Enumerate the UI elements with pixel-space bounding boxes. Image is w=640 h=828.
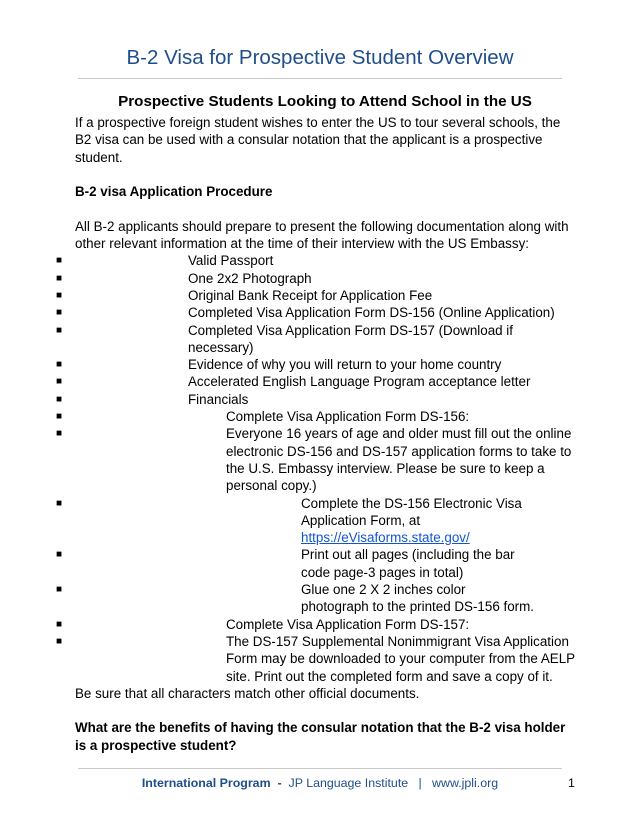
procedure-paragraph: All B-2 applicants should prepare to present the following documentation along with other relevant information at the time of their interview with the US Embassy:	[75, 218, 569, 252]
page-number: 1	[568, 776, 575, 790]
list-item: ■ Completed Visa Application Form DS-156 (Online Application)	[75, 304, 575, 321]
list-item: ■ Accelerated English Language Program acceptance letter	[75, 373, 575, 390]
list-item: ■ Financials	[75, 391, 575, 408]
footer-program: International Program	[141, 776, 271, 790]
footer-divider	[78, 768, 562, 769]
list-item: ■ Complete Visa Application Form DS-157:	[75, 616, 575, 633]
footer-website-link[interactable]: www.jpli.org	[432, 776, 499, 790]
footer-separator: |	[418, 776, 422, 790]
list-item: ■ The DS-157 Supplemental Nonimmigrant Visa Application Form may be downloaded to your computer from the AELP site. Print out the completed form and save a copy of it.	[75, 633, 575, 685]
documentation-list	[75, 252, 575, 684]
list-item: ■ Valid Passport	[75, 252, 575, 269]
list-item: ■ Everyone 16 years of age and older must fill out the online electronic DS-156 and DS-157 application forms to take to the U.S. Embassy interview. Please be sure to keep a personal copy.)	[75, 425, 575, 494]
list-item: ■ Glue one 2 X 2 inches color photograph to the printed DS-156 form.	[75, 581, 575, 616]
list-item: ■ Print out all pages (including the bar code page-3 pages in total)	[75, 546, 575, 581]
match-note: Be sure that all characters match other official documents.	[75, 685, 420, 701]
list-item: ■ Completed Visa Application Form DS-157 (Download if necessary)	[75, 322, 575, 357]
footer-separator: -	[277, 776, 282, 790]
step-text: Complete the DS-156 Electronic Visa Application Form, at	[301, 495, 522, 528]
benefits-question: What are the benefits of having the consular notation that the B-2 visa holder is a prospective student?	[75, 720, 566, 753]
list-item	[75, 495, 575, 547]
list-item: ■ Complete Visa Application Form DS-156:	[75, 408, 575, 425]
page-footer	[0, 776, 640, 790]
section-heading: Prospective Students Looking to Attend School in the US	[118, 93, 532, 110]
list-item: ■ One 2x2 Photograph	[75, 270, 575, 287]
list-item: ■ Original Bank Receipt for Application Fee	[75, 287, 575, 304]
footer-institute: JP Language Institute	[288, 776, 409, 790]
document-body	[75, 92, 575, 754]
header-divider	[78, 78, 562, 79]
procedure-heading: B-2 visa Application Procedure	[75, 184, 273, 200]
list-item: ■ Evidence of why you will return to your home country	[75, 356, 575, 373]
document-title: B-2 Visa for Prospective Student Overview	[126, 46, 514, 69]
intro-paragraph: If a prospective foreign student wishes to enter the US to tour several schools, the B2 visa can be used with a consular notation that the applicant is a prospective student.	[75, 115, 561, 165]
evisaforms-link[interactable]: https://eVisaforms.state.gov/	[301, 530, 470, 546]
